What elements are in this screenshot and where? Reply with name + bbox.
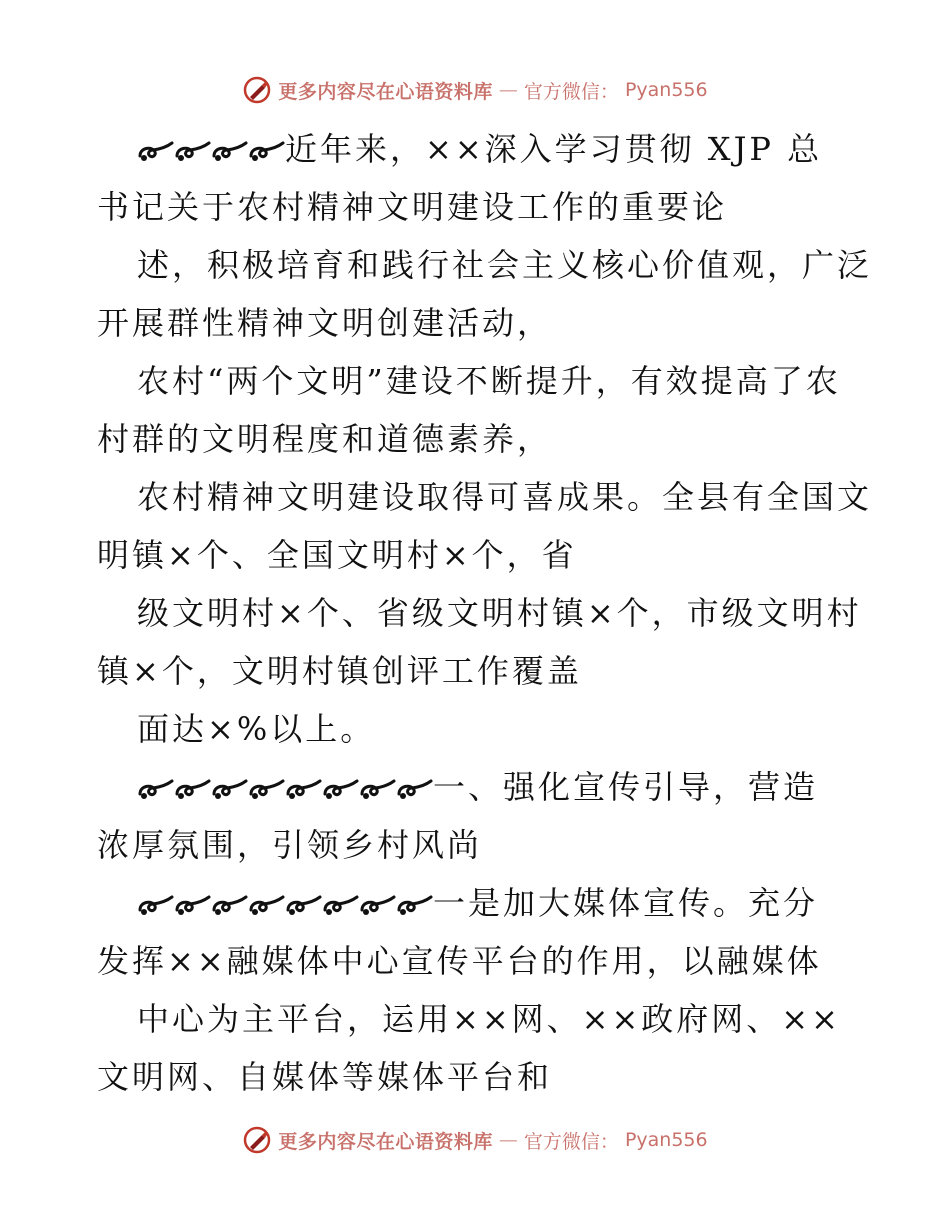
line-text: 级文明村×个、省级文明村镇×个，市级文明村 (137, 594, 862, 632)
flourish-ornament-icon (137, 779, 174, 801)
line-text: 书记关于农村精神文明建设工作的重要论 (97, 188, 728, 226)
line-text: 面达×%以上。 (137, 710, 376, 748)
line-text: 农村精神文明建设取得可喜成果。全县有全国文 (137, 478, 873, 516)
text-line (97, 990, 857, 1048)
paragraph (97, 468, 873, 584)
flourish-ornament-icon (248, 141, 285, 163)
line-text: 述，积极培育和践行社会主义核心价值观，广泛 (137, 246, 873, 284)
watermark-banner-bottom (0, 1120, 950, 1160)
text-line (97, 816, 857, 874)
flourish-ornament-icon (396, 779, 433, 801)
flourish-ornament-icon (248, 895, 285, 917)
paragraph (97, 120, 857, 236)
flourish-ornament-icon (248, 779, 285, 801)
text-line (97, 468, 873, 526)
paragraph (97, 700, 857, 758)
flourish-ornament-icon (211, 779, 248, 801)
flourish-ornament-icon (174, 779, 211, 801)
flourish-ornament-icon (137, 141, 174, 163)
flourish-ornament-icon (211, 895, 248, 917)
text-line (97, 410, 857, 468)
banner-separator: — (498, 1129, 518, 1151)
flourish-ornament-icon (322, 895, 359, 917)
line-text: 一是加大媒体宣传。充分 (433, 884, 819, 922)
document-body (97, 120, 873, 1106)
paragraph (97, 874, 857, 990)
text-line (97, 874, 857, 932)
flourish-ornament-icon (137, 895, 174, 917)
flourish-ornament-icon (359, 779, 396, 801)
text-line (97, 526, 857, 584)
line-text: 明镇×个、全国文明村×个，省 (97, 536, 577, 574)
pen-logo-icon (242, 1125, 272, 1155)
line-text: 村群的文明程度和道德素养， (97, 420, 553, 458)
paragraph (97, 990, 857, 1106)
paragraph (97, 236, 873, 352)
line-text: 农村“两个文明”建设不断提升，有效提高了农 (137, 362, 841, 400)
paragraph (97, 758, 857, 874)
flourish-ornament-icon (359, 895, 396, 917)
line-text: 一、强化宣传引导，营造 (433, 768, 819, 806)
line-text: 近年来，××深入学习贯彻 XJP 总 (285, 130, 823, 168)
text-line (97, 236, 873, 294)
line-text: 文明网、自媒体等媒体平台和 (97, 1058, 553, 1096)
banner-main-text: 更多内容尽在心语资料库 (278, 80, 493, 103)
flourish-ornament-icon (285, 779, 322, 801)
flourish-ornament-icon (285, 895, 322, 917)
flourish-ornament-icon (396, 895, 433, 917)
line-text: 发挥××融媒体中心宣传平台的作用，以融媒体 (97, 942, 822, 980)
pen-logo-icon (242, 75, 272, 105)
text-line (97, 1048, 857, 1106)
banner-wechat-label: 官方微信： (523, 1130, 619, 1153)
flourish-ornament-icon (211, 141, 248, 163)
text-line (97, 352, 857, 410)
line-text: 中心为主平台，运用××网、××政府网、×× (137, 1000, 841, 1038)
text-line (97, 700, 857, 758)
banner-wechat-label: 官方微信： (523, 80, 619, 103)
line-text: 开展群性精神文明创建活动， (97, 304, 553, 342)
line-text: 镇×个，文明村镇创评工作覆盖 (97, 652, 582, 690)
text-line (97, 120, 857, 178)
banner-wechat-id: Pyan556 (624, 79, 708, 101)
flourish-ornament-icon (174, 141, 211, 163)
flourish-ornament-icon (174, 895, 211, 917)
text-line (97, 642, 857, 700)
text-line (97, 758, 857, 816)
watermark-banner-top (0, 70, 950, 110)
paragraph (97, 584, 862, 700)
text-line (97, 584, 862, 642)
paragraph (97, 352, 857, 468)
flourish-ornament-icon (322, 779, 359, 801)
banner-main-text: 更多内容尽在心语资料库 (278, 1130, 493, 1153)
banner-wechat-id: Pyan556 (624, 1129, 708, 1151)
text-line (97, 178, 857, 236)
line-text: 浓厚氛围，引领乡村风尚 (97, 826, 483, 864)
text-line (97, 932, 857, 990)
banner-separator: — (498, 79, 518, 101)
text-line (97, 294, 857, 352)
